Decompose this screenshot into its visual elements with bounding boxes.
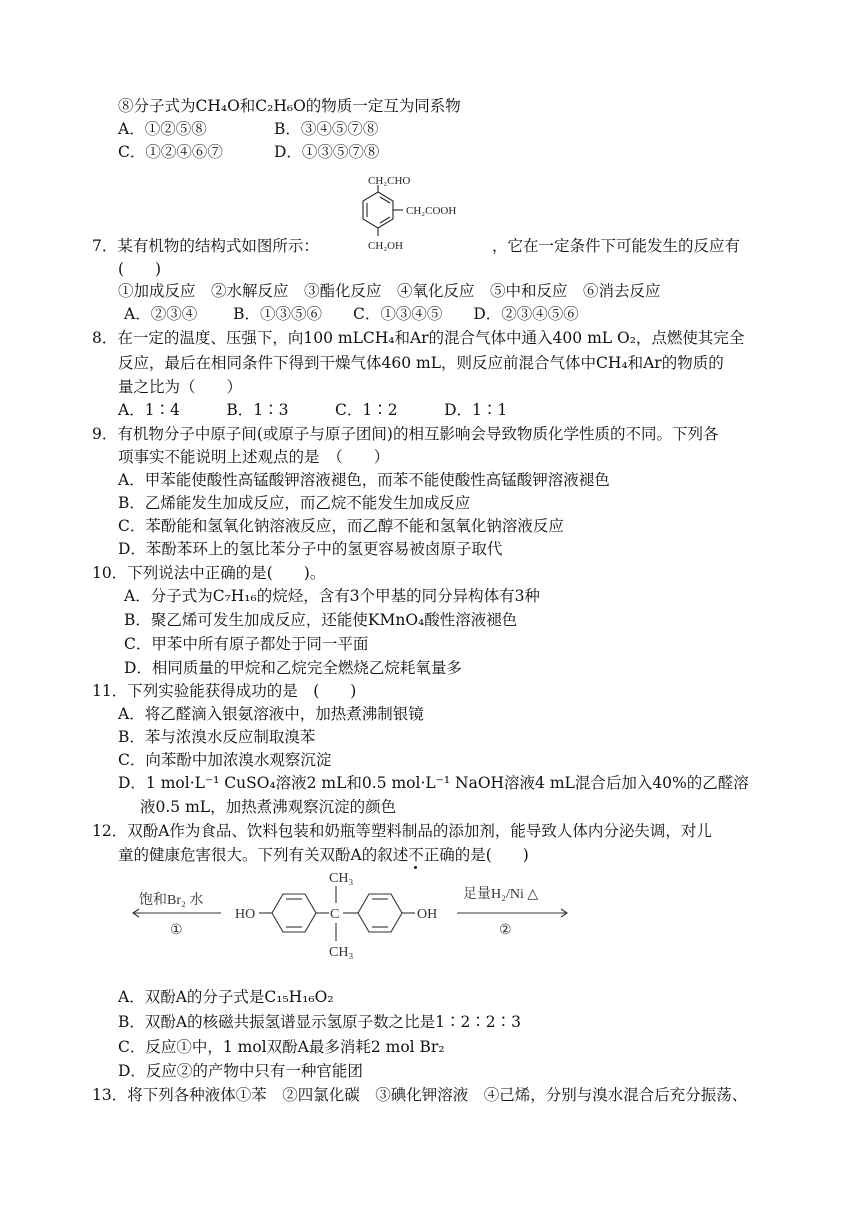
q12-option-a: A．双酚A的分子式是C₁₅H₁₆O₂ <box>118 988 334 1006</box>
q7-label-ch2cooh: CH₂COOH <box>406 205 457 217</box>
q12-line1: 12．双酚A作为食品、饮料包装和奶瓶等塑料制品的添加剂，能导致人体内分泌失调，对儿 <box>92 822 712 840</box>
option-d: D．①③⑤⑦⑧ <box>274 143 380 161</box>
right-reaction-number: ② <box>499 923 512 938</box>
q10-option-d: D．相同质量的甲烷和乙烷完全燃烧乙烷耗氧量多 <box>124 659 462 677</box>
q10-option-a: A．分子式为C₇H₁₆的烷烃，含有3个甲基的同分异构体有3种 <box>124 587 540 605</box>
q12-line2-pre: 童的健康危害很大。下列有关双酚A的叙述 <box>118 846 409 864</box>
q9-option-d: D．苯酚苯环上的氢比苯分子中的氢更容易被卤原子取代 <box>118 540 503 558</box>
left-reaction-number: ① <box>170 923 183 938</box>
q11-option-d-line1: D．1 mol·L⁻¹ CuSO₄溶液2 mL和0.5 mol·L⁻¹ NaOH溶液4 mL混合后加入40%的乙醛溶 <box>118 774 749 792</box>
q9-option-b: B．乙烯能发生加成反应，而乙烷不能发生加成反应 <box>118 494 471 512</box>
q9-line1: 9．有机物分子中原子间(或原子与原子团间)的相互影响会导致物质化学性质的不同。下列各 <box>92 425 719 443</box>
q8-line2: 反应，最后在相同条件下得到干燥气体460 mL，则反应前混合气体中CH₄和Ar的物质的 <box>118 354 724 372</box>
ho-group: HO <box>235 907 256 922</box>
q12-option-b: B．双酚A的核磁共振氢谱显示氢原子数之比是1∶2∶2∶3 <box>118 1013 522 1031</box>
q9-option-a: A．甲苯能使酸性高锰酸钾溶液褪色，而苯不能使酸性高锰酸钾溶液褪色 <box>118 471 610 489</box>
option-b: B．③④⑤⑦⑧ <box>274 120 379 138</box>
q10-stem: 10．下列说法中正确的是( )。 <box>92 564 326 582</box>
central-carbon: C <box>330 907 340 922</box>
q9-option-c: C．苯酚能和氢氧化钠溶液反应，而乙醇不能和氢氧化钠溶液反应 <box>118 517 564 535</box>
bisphenol-a-figure <box>125 866 585 972</box>
q8-options: A．1∶4 B．1∶3 C．1∶2 D．1∶1 <box>118 401 508 419</box>
q8-line3: 量之比为（ ） <box>118 378 243 396</box>
statement-8: ⑧分子式为CH₄O和C₂H₆O的物质一定互为同系物 <box>118 97 461 115</box>
option-c: C．①②④⑥⑦ <box>118 143 223 161</box>
methyl-bottom: CH₃ <box>329 945 354 960</box>
q12-line2-post: 正确的是( ) <box>423 846 529 864</box>
oh-group: OH <box>417 907 438 922</box>
q12-emphasis-not: 不 <box>408 846 424 864</box>
option-a: A．①②⑤⑧ <box>118 120 207 138</box>
q12-line2 <box>118 845 529 865</box>
q10-option-b: B．聚乙烯可发生加成反应，还能使KMnO₄酸性溶液褪色 <box>124 611 518 629</box>
q11-option-c: C．向苯酚中加浓溴水观察沉淀 <box>118 751 332 769</box>
q11-option-b: B．苯与浓溴水反应制取溴苯 <box>118 728 316 746</box>
q13-line1: 13．将下列各种液体①苯 ②四氯化碳 ③碘化钾溶液 ④己烯，分别与溴水混合后充分振荡、 <box>92 1086 748 1104</box>
q9-line2: 项事实不能说明上述观点的是 （ ） <box>118 448 390 466</box>
left-reagent-label: 饱和Br₂ 水 <box>139 893 204 908</box>
q10-option-c: C．甲苯中所有原子都处于同一平面 <box>124 635 369 653</box>
q7-options: A．②③④ B．①③⑤⑥ C．①③④⑤ D．②③④⑤⑥ <box>124 305 579 323</box>
right-reagent-label: 足量H₂/Ni △ <box>463 887 539 902</box>
q7-stem-b: ，它在一定条件下可能发生的反应有 <box>492 237 741 255</box>
q7-label-ch2oh: CH₂OH <box>368 240 404 252</box>
q7-items: ①加成反应 ②水解反应 ③酯化反应 ④氧化反应 ⑤中和反应 ⑥消去反应 <box>118 282 661 300</box>
q12-option-c: C．反应①中，1 mol双酚A最多消耗2 mol Br₂ <box>118 1038 445 1056</box>
q8-line1: 8．在一定的温度、压强下，向100 mLCH₄和Ar的混合气体中通入400 mL O₂，点燃使其完全 <box>92 329 745 347</box>
methyl-top: CH₃ <box>329 871 354 886</box>
q11-option-d-line2: 液0.5 mL，加热煮沸观察沉淀的颜色 <box>140 798 397 816</box>
q11-stem: 11．下列实验能获得成功的是 ( ) <box>92 682 357 700</box>
q7-paren: ( ) <box>118 260 162 278</box>
q7-stem-a: 7．某有机物的结构式如图所示： <box>92 237 319 255</box>
q7-label-ch2cho: CH₂CHO <box>368 175 411 187</box>
q11-option-a: A．将乙醛滴入银氨溶液中，加热煮沸制银镜 <box>118 705 424 723</box>
q12-option-d: D．反应②的产物中只有一种官能团 <box>118 1062 363 1080</box>
